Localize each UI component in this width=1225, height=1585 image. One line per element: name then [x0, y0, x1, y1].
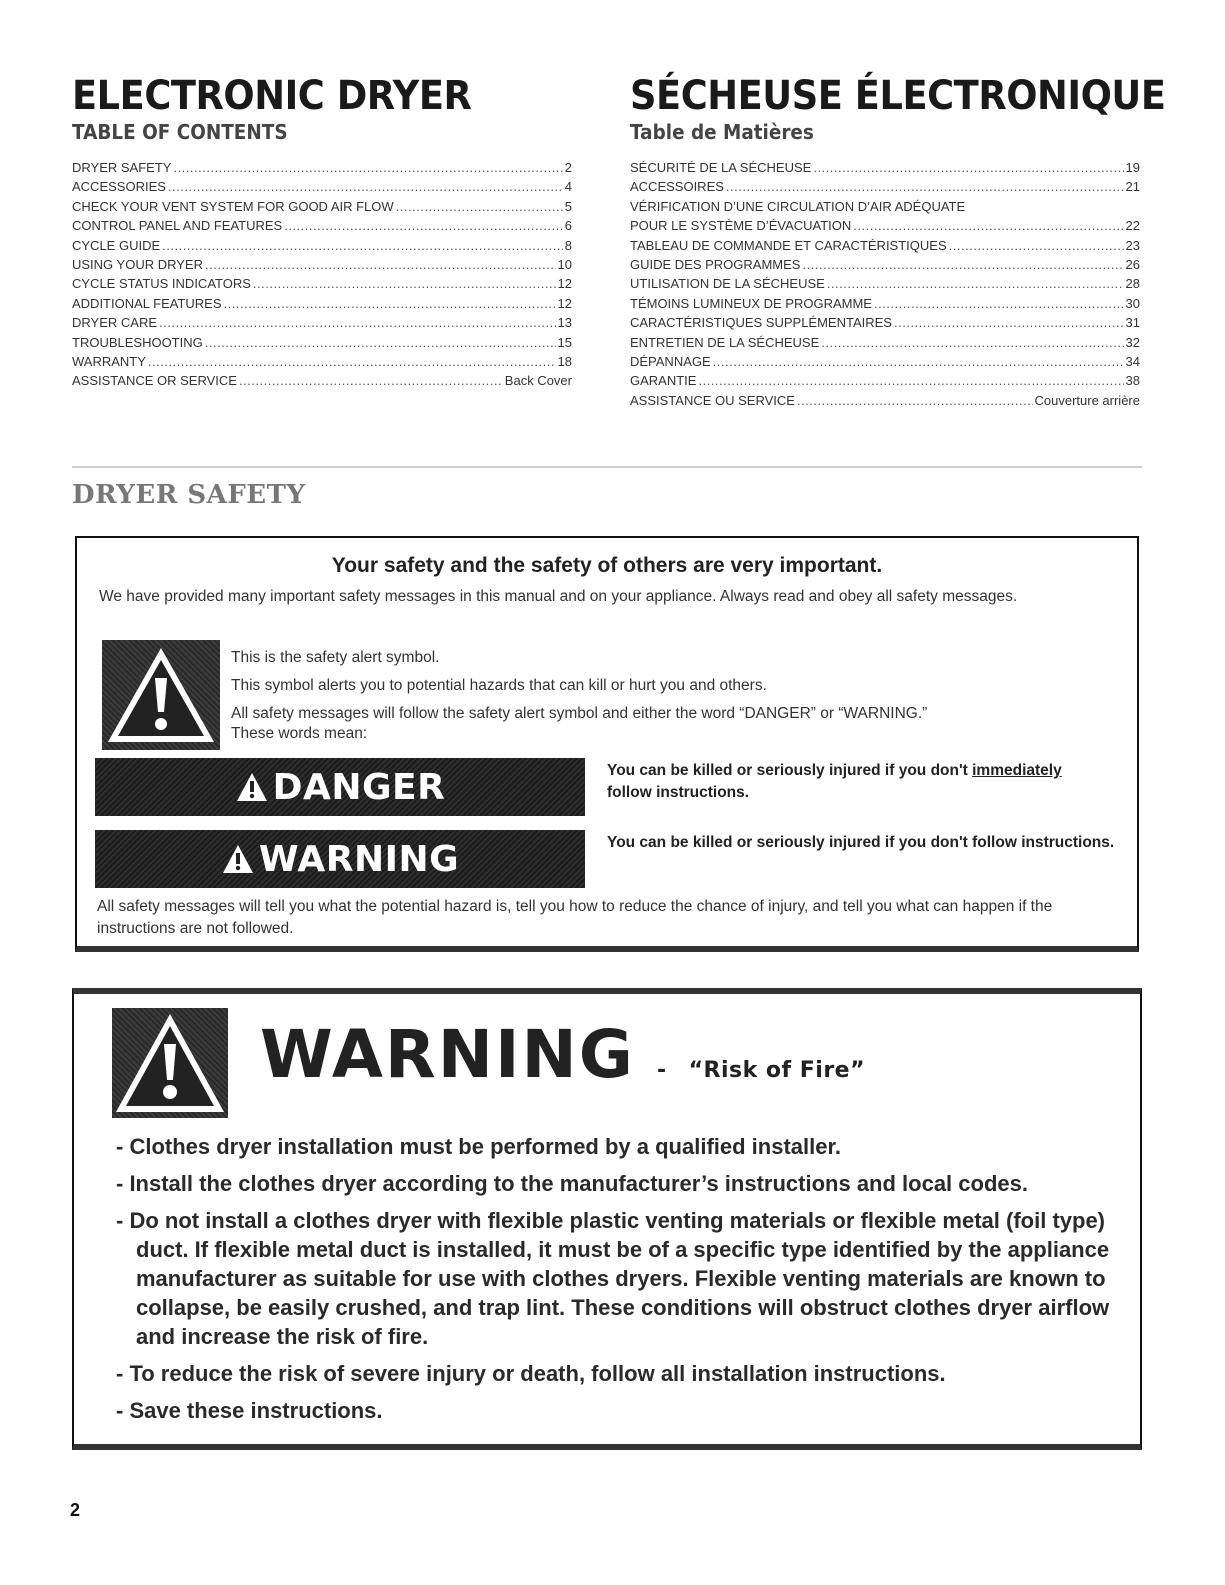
toc-entry-page: 12: [557, 276, 572, 292]
toc-entry[interactable]: [72, 294, 572, 313]
toc-entry-page: 5: [564, 198, 572, 214]
toc-entry-label: SÉCURITÉ DE LA SÉCHEUSE: [630, 160, 812, 175]
toc-leader: [726, 177, 1124, 196]
warning-description: You can be killed or seriously injured if you don't follow instructions.: [607, 834, 1115, 851]
toc-entry-page: 13: [557, 315, 572, 331]
toc-entry-label: ASSISTANCE OU SERVICE: [630, 392, 795, 408]
fire-warning-item: - Save these instructions.: [116, 1398, 383, 1423]
toc-entry[interactable]: [630, 294, 1140, 313]
toc-entry-label: USING YOUR DRYER: [72, 257, 203, 273]
toc-entry[interactable]: [72, 158, 572, 177]
toc-entry[interactable]: [630, 274, 1140, 293]
toc-entry-page: 2: [564, 160, 572, 175]
toc-entry[interactable]: [630, 216, 1140, 235]
toc-entry-label: VÉRIFICATION D’UNE CIRCULATION D’AIR ADÉQUATE: [630, 198, 966, 214]
toc-entry[interactable]: [72, 177, 572, 196]
toc-leader: [396, 197, 563, 216]
safety-alert-icon: [102, 640, 220, 750]
toc-leader: [827, 274, 1124, 293]
fire-warning-item: - Clothes dryer installation must be performed by a qualified installer.: [116, 1134, 841, 1159]
toc-leader: [284, 216, 563, 235]
danger-word: DANGER: [272, 766, 446, 808]
toc-entry-label: ADDITIONAL FEATURES: [72, 295, 222, 311]
toc-entry-page: 32: [1125, 334, 1140, 350]
section-title: DRYER SAFETY: [72, 480, 306, 510]
toc-leader: [148, 352, 556, 371]
toc-entry[interactable]: [630, 236, 1140, 255]
alert-line: These words mean:: [231, 725, 368, 742]
toc-leader: [698, 371, 1123, 390]
danger-desc-text: You can be killed or seriously injured if you don't: [607, 762, 973, 779]
toc-leader: [713, 352, 1124, 371]
toc-entry-page: 15: [557, 334, 572, 350]
toc-entry-page: 19: [1125, 160, 1140, 175]
fire-warning-item: - Install the clothes dryer according to the manufacturer’s instructions and local codes.: [116, 1171, 1028, 1196]
toc-entry-page: 26: [1125, 257, 1140, 273]
toc-entry-label: CONTROL PANEL AND FEATURES: [72, 218, 283, 234]
toc-leader: [874, 294, 1124, 313]
fire-warning-subtitle: “Risk of Fire”: [688, 1058, 866, 1083]
toc-leader: [205, 333, 556, 352]
safety-footer: All safety messages will tell you what the potential hazard is, tell you how to reduce the chance of injury, and tell you what can happen if the instructions are not followed.: [97, 898, 1053, 937]
toc-entry-page: 28: [1125, 276, 1140, 292]
toc-entry-label: UTILISATION DE LA SÉCHEUSE: [630, 276, 825, 292]
toc-entry-page: 18: [557, 354, 572, 370]
toc-french: [630, 72, 1166, 410]
alert-line: This is the safety alert symbol.: [231, 649, 440, 666]
toc-entry-page: 30: [1125, 295, 1140, 311]
fire-warning-item: - Do not install a clothes dryer with flexible plastic venting materials or flexible metal (foil type) duct. If flexible metal duct is installed, it must be of a specific type identified by the appliance manufacturer as suitable for use with clothes dryers. Flexible venting materials are known to collapse, be easily crushed, and trap lint. These conditions will obstruct clothes dryer airflow and increase the risk of fire.: [116, 1208, 1110, 1349]
toc-entry-page: 31: [1125, 315, 1140, 331]
toc-entry-label: TROUBLESHOOTING: [72, 334, 203, 350]
french-title: SÉCHEUSE ÉLECTRONIQUE: [630, 73, 1166, 119]
toc-entry[interactable]: [630, 313, 1140, 332]
fire-warning-dash: -: [656, 1058, 667, 1083]
toc-entry-label: DRYER CARE: [72, 315, 158, 331]
toc-entry-page: 23: [1125, 237, 1140, 253]
toc-entry[interactable]: [72, 255, 572, 274]
fire-warning-list: [116, 1132, 1116, 1433]
toc-entry-label: GARANTIE: [630, 373, 697, 389]
toc-entry-label: TÉMOINS LUMINEUX DE PROGRAMME: [630, 295, 872, 311]
toc-entry-page: 4: [564, 179, 572, 195]
toc-leader: [224, 294, 556, 313]
toc-entry[interactable]: [72, 216, 572, 235]
alert-line: All safety messages will follow the safety alert symbol and either the word “DANGER” or “WARNING.”: [231, 705, 928, 722]
toc-leader: [159, 313, 556, 332]
toc-entry[interactable]: [72, 197, 572, 216]
toc-entry[interactable]: [630, 255, 1140, 274]
toc-entry-label: POUR LE SYSTÈME D’ÉVACUATION: [630, 218, 852, 234]
toc-entry[interactable]: [72, 313, 572, 332]
toc-entry[interactable]: [630, 197, 1140, 216]
toc-entry-label: ENTRETIEN DE LA SÉCHEUSE: [630, 334, 820, 350]
toc-leader: [239, 371, 503, 390]
toc-entry-page: 6: [564, 218, 572, 234]
toc-entry-page: 22: [1125, 218, 1140, 234]
warning-word: WARNING: [258, 838, 460, 880]
toc-entry[interactable]: [72, 333, 572, 352]
toc-entry[interactable]: [630, 371, 1140, 390]
toc-entry-page: 34: [1125, 354, 1140, 370]
danger-signal-banner: [95, 758, 585, 816]
toc-leader: [797, 391, 1033, 410]
toc-entry[interactable]: [630, 177, 1140, 196]
toc-entry-label: CYCLE GUIDE: [72, 237, 161, 253]
warning-signal-banner: [95, 830, 585, 888]
toc-entry-page: Couverture arrière: [1034, 392, 1140, 408]
toc-leader: [173, 158, 562, 177]
fire-warning-item: - To reduce the risk of severe injury or death, follow all installation instructions.: [116, 1361, 946, 1386]
toc-entry-page: 8: [564, 237, 572, 253]
alert-line: This symbol alerts you to potential hazards that can kill or hurt you and others.: [231, 677, 767, 694]
english-title: ELECTRONIC DRYER: [72, 73, 472, 119]
toc-entry-page: 12: [557, 295, 572, 311]
toc-entry-label: GUIDE DES PROGRAMMES: [630, 257, 801, 273]
danger-desc-text-end: follow instructions.: [607, 784, 750, 801]
safety-heading: Your safety and the safety of others are very important.: [331, 554, 883, 577]
toc-entry-label: ACCESSOIRES: [630, 179, 724, 195]
toc-entry-label: CARACTÉRISTIQUES SUPPLÉMENTAIRES: [630, 315, 892, 331]
toc-english: [72, 72, 572, 391]
fire-warning-box: [72, 988, 1142, 1450]
toc-entry[interactable]: [630, 158, 1140, 177]
toc-leader: [949, 236, 1124, 255]
english-toc-title: TABLE OF CONTENTS: [72, 120, 288, 144]
alert-symbol-explanation: [231, 646, 1111, 750]
safety-message-box: [75, 536, 1139, 952]
toc-entry-label: ACCESSORIES: [72, 179, 166, 195]
french-toc-list: [630, 158, 1140, 410]
toc-leader: [802, 255, 1123, 274]
toc-entry-label: DRYER SAFETY: [72, 160, 172, 175]
toc-leader: [205, 255, 556, 274]
toc-entry-page: 10: [557, 257, 572, 273]
toc-entry[interactable]: [630, 352, 1140, 371]
toc-entry[interactable]: [72, 274, 572, 293]
section-divider: [72, 466, 1142, 468]
toc-entry[interactable]: [72, 352, 572, 371]
toc-entry[interactable]: [630, 333, 1140, 352]
fire-warning-alert-icon: [112, 1008, 228, 1118]
toc-entry-page: 21: [1125, 179, 1140, 195]
toc-entry-label: TABLEAU DE COMMANDE ET CARACTÉRISTIQUES: [630, 237, 947, 253]
toc-entry-label: DÉPANNAGE: [630, 354, 711, 370]
toc-entry-label: CHECK YOUR VENT SYSTEM FOR GOOD AIR FLOW: [72, 198, 394, 214]
toc-leader: [853, 216, 1123, 235]
toc-entry[interactable]: [630, 391, 1140, 410]
toc-leader: [894, 313, 1124, 332]
english-toc-list: [72, 158, 572, 391]
danger-description: [607, 760, 1127, 804]
page-number: 2: [70, 1500, 81, 1520]
fire-warning-title: [260, 1016, 865, 1093]
toc-leader: [821, 333, 1123, 352]
toc-leader: [813, 158, 1123, 177]
safety-intro: We have provided many important safety messages in this manual and on your appliance. Always read and obey all safety messages.: [99, 588, 1018, 605]
toc-entry-label: WARRANTY: [72, 354, 146, 370]
toc-entry[interactable]: [72, 371, 572, 390]
toc-leader: [253, 274, 556, 293]
danger-desc-emphasis: immediately: [972, 762, 1062, 779]
toc-entry-page: 38: [1125, 373, 1140, 389]
toc-leader: [162, 236, 563, 255]
warning-alert-icon: [221, 843, 255, 875]
toc-entry-page: Back Cover: [504, 373, 572, 389]
toc-entry-label: CYCLE STATUS INDICATORS: [72, 276, 251, 292]
toc-entry-label: ASSISTANCE OR SERVICE: [72, 373, 237, 389]
fire-warning-word: WARNING: [260, 1016, 635, 1093]
toc-entry[interactable]: [72, 236, 572, 255]
french-toc-title: Table de Matières: [630, 120, 814, 144]
danger-alert-icon: [235, 771, 269, 803]
toc-leader: [168, 177, 563, 196]
